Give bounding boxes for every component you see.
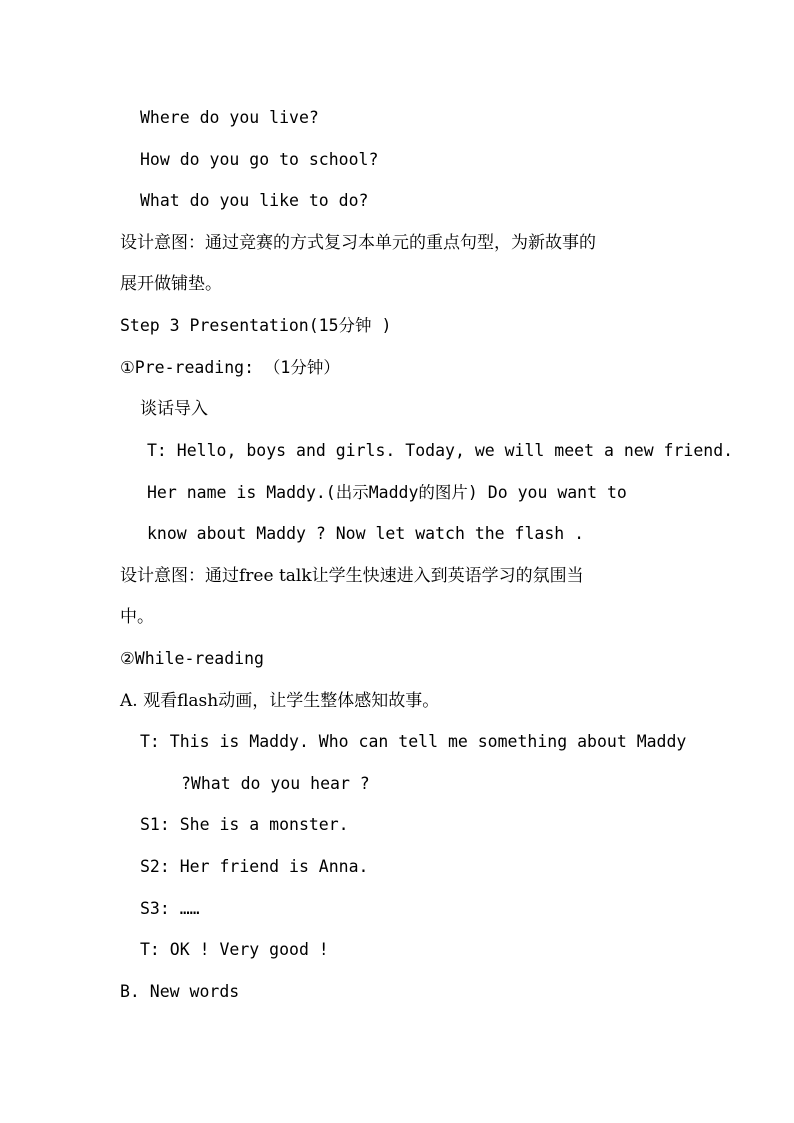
design-intent-2-line-1: 设计意图：通过free talk让学生快速进入到英语学习的氛围当 xyxy=(120,566,584,586)
student-3-answer: S3: …… xyxy=(140,899,200,918)
question-line-3: What do you like to do? xyxy=(140,191,369,210)
teacher-talk-line-2: Her name is Maddy.(出示Maddy的图片) Do you want to xyxy=(147,483,627,502)
design-intent-1-line-2: 展开做铺垫。 xyxy=(120,274,222,294)
teacher-talk-line-1: T: Hello, boys and girls. Today, we will meet a new friend. xyxy=(147,441,734,460)
while-reading-heading: ②While-reading xyxy=(120,649,264,668)
design-intent-2-line-2: 中。 xyxy=(120,607,154,627)
student-1-answer: S1: She is a monster. xyxy=(140,815,349,834)
teacher-question-line-2: ?What do you hear ? xyxy=(181,774,370,793)
teacher-talk-line-3: know about Maddy ? Now let watch the flash . xyxy=(147,524,585,543)
section-a-heading: A. 观看flash动画，让学生整体感知故事。 xyxy=(120,691,440,711)
student-2-answer: S2: Her friend is Anna. xyxy=(140,857,369,876)
pre-reading-heading: ①Pre-reading: （1分钟） xyxy=(120,358,340,377)
teacher-question-line-1: T: This is Maddy. Who can tell me something about Maddy xyxy=(140,732,687,751)
step-3-heading: Step 3 Presentation(15分钟 ) xyxy=(120,316,392,335)
design-intent-1-line-1: 设计意图：通过竞赛的方式复习本单元的重点句型，为新故事的 xyxy=(120,233,596,253)
question-line-1: Where do you live? xyxy=(140,108,319,127)
talk-intro-label: 谈话导入 xyxy=(140,399,208,419)
section-b-heading: B. New words xyxy=(120,982,240,1001)
question-line-2: How do you go to school? xyxy=(140,150,379,169)
teacher-response: T: OK ! Very good ! xyxy=(140,940,329,959)
